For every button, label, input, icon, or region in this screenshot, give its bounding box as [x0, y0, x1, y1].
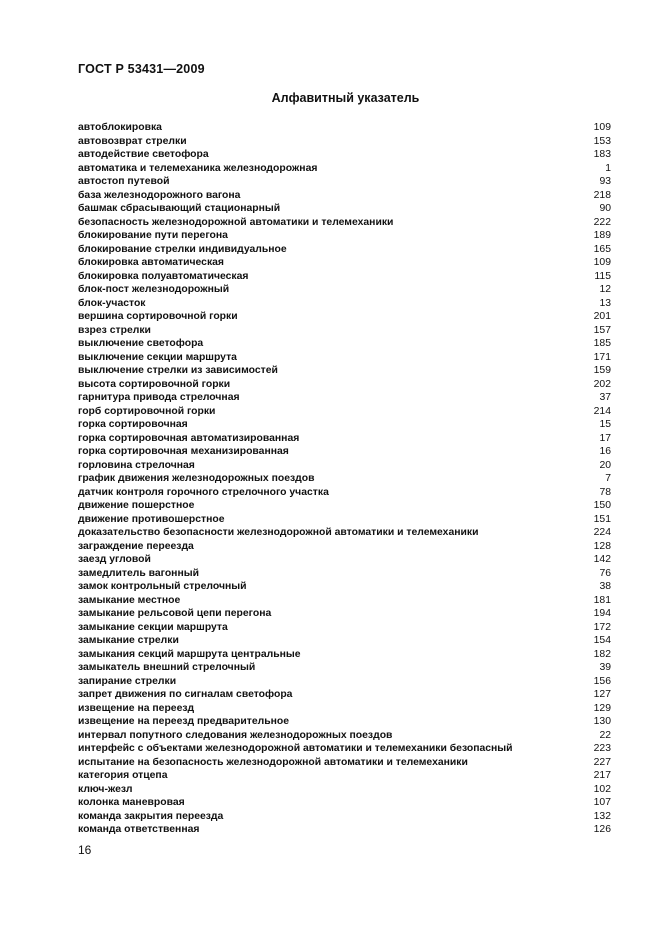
index-term: автоблокировка — [78, 122, 162, 133]
index-term: запирание стрелки — [78, 675, 177, 687]
index-term: интервал попутного следования железнодорожных поездов — [78, 729, 393, 741]
index-entry — [78, 796, 611, 810]
index-entry — [78, 742, 611, 756]
index-term: выключение секции маршрута — [78, 351, 237, 363]
index-entry — [78, 459, 611, 473]
index-term: движение пошерстное — [78, 500, 195, 511]
index-page-ref: 201 — [593, 311, 611, 322]
index-page-ref: 202 — [593, 378, 611, 390]
index-entry — [78, 364, 611, 378]
index-page-ref: 37 — [599, 392, 611, 403]
index-term: команда ответственная — [78, 824, 200, 835]
index-entry — [78, 783, 611, 797]
index-page-ref: 132 — [593, 810, 611, 822]
index-entry — [78, 202, 611, 216]
index-term: замок контрольный стрелочный — [78, 581, 247, 592]
document-code: ГОСТ Р 53431—2009 — [78, 62, 205, 76]
index-entry — [78, 121, 611, 135]
index-page-ref: 115 — [594, 270, 611, 282]
index-entry — [78, 634, 611, 648]
index-entry — [78, 648, 611, 662]
index-term: автодействие светофора — [78, 149, 209, 160]
index-page-ref: 189 — [593, 230, 611, 241]
index-term: автовозврат стрелки — [78, 135, 187, 147]
index-term: блокировка полуавтоматическая — [78, 270, 249, 282]
index-term: заграждение переезда — [78, 540, 194, 552]
index-entry — [78, 405, 611, 419]
index-term: заезд угловой — [78, 554, 151, 565]
index-term: ключ-жезл — [78, 783, 133, 795]
index-term: движение противошерстное — [78, 513, 225, 525]
index-page-ref: 13 — [599, 297, 611, 309]
index-entry — [78, 540, 611, 554]
index-page-ref: 38 — [599, 581, 611, 592]
index-entry — [78, 621, 611, 635]
index-term: высота сортировочной горки — [78, 378, 231, 390]
index-term: блокировка автоматическая — [78, 257, 224, 268]
index-entry — [78, 445, 611, 459]
index-page-ref: 76 — [599, 567, 611, 579]
index-page-ref: 224 — [593, 527, 611, 538]
index-term: выключение стрелки из зависимостей — [78, 365, 278, 376]
index-entry — [78, 702, 611, 716]
index-entry — [78, 769, 611, 783]
index-entry — [78, 594, 611, 608]
index-page-ref: 142 — [593, 554, 611, 565]
index-page-ref: 172 — [593, 621, 611, 633]
index-page-ref: 109 — [593, 122, 611, 133]
index-page-ref: 217 — [593, 770, 611, 781]
index-term: блок-пост железнодорожный — [78, 284, 230, 295]
index-entry — [78, 823, 611, 837]
index-page-ref: 109 — [593, 257, 611, 268]
index-page-ref: 183 — [593, 149, 611, 160]
index-entry — [78, 607, 611, 621]
index-term: база железнодорожного вагона — [78, 189, 241, 201]
index-page-ref: 17 — [599, 432, 611, 444]
index-entry — [78, 243, 611, 257]
index-term: категория отцепа — [78, 770, 168, 781]
index-term: горловина стрелочная — [78, 459, 195, 471]
index-term: горка сортировочная автоматизированная — [78, 432, 300, 444]
index-page-ref: 129 — [593, 702, 611, 714]
index-page-ref: 107 — [593, 797, 611, 808]
index-term: команда закрытия переезда — [78, 810, 224, 822]
index-term: график движения железнодорожных поездов — [78, 473, 315, 484]
index-page-ref: 185 — [593, 338, 611, 349]
index-page-ref: 127 — [593, 689, 611, 700]
index-page-ref: 156 — [593, 675, 611, 687]
index-term: блокирование пути перегона — [78, 230, 228, 241]
index-page-ref: 16 — [599, 446, 611, 457]
index-term: автостоп путевой — [78, 176, 170, 187]
index-page-ref: 223 — [593, 743, 611, 754]
index-term: гарнитура привода стрелочная — [78, 392, 240, 403]
index-entry — [78, 432, 611, 446]
index-page-ref: 93 — [599, 176, 611, 187]
index-entry — [78, 567, 611, 581]
index-term: блок-участок — [78, 297, 146, 309]
index-term: замыкание стрелки — [78, 635, 179, 646]
index-term: автоматика и телемеханика железнодорожная — [78, 162, 318, 174]
index-term: горка сортировочная механизированная — [78, 446, 289, 457]
index-entry — [78, 472, 611, 486]
index-entry — [78, 715, 611, 729]
index-page-ref: 218 — [593, 189, 611, 201]
index-page-ref: 12 — [599, 284, 611, 295]
index-entry — [78, 675, 611, 689]
index-page-ref: 102 — [593, 783, 611, 795]
index-entry — [78, 499, 611, 513]
alphabetical-index-list — [78, 121, 611, 837]
index-page-ref: 78 — [599, 486, 611, 498]
index-term: горб сортировочной горки — [78, 405, 216, 417]
index-entry — [78, 418, 611, 432]
index-entry — [78, 283, 611, 297]
index-entry — [78, 162, 611, 176]
index-term: безопасность железнодорожной автоматики и телемеханики — [78, 216, 394, 228]
index-entry — [78, 256, 611, 270]
index-entry — [78, 729, 611, 743]
index-term: испытание на безопасность железнодорожной автоматики и телемеханики — [78, 756, 468, 768]
index-term: горка сортировочная — [78, 419, 188, 430]
index-term: колонка маневровая — [78, 797, 185, 808]
index-page-ref: 171 — [593, 351, 611, 363]
index-title: Алфавитный указатель — [271, 91, 420, 105]
index-page-ref: 15 — [599, 419, 611, 430]
index-term: датчик контроля горочного стрелочного участка — [78, 486, 329, 498]
index-page-ref: 7 — [605, 473, 611, 484]
index-term: блокирование стрелки индивидуальное — [78, 243, 287, 255]
index-entry — [78, 270, 611, 284]
index-page-ref: 39 — [599, 662, 611, 673]
index-entry — [78, 351, 611, 365]
index-page-ref: 182 — [593, 648, 611, 660]
index-term: башмак сбрасывающий стационарный — [78, 203, 281, 214]
index-page-ref: 150 — [593, 500, 611, 511]
index-page-ref: 126 — [593, 824, 611, 835]
index-term: замыкания секций маршрута центральные — [78, 648, 301, 660]
index-entry — [78, 391, 611, 405]
page-number: 16 — [78, 843, 92, 857]
index-entry — [78, 513, 611, 527]
index-term: извещение на переезд — [78, 702, 195, 714]
index-page-ref: 194 — [593, 608, 611, 619]
index-entry — [78, 337, 611, 351]
index-entry — [78, 756, 611, 770]
index-term: извещение на переезд предварительное — [78, 716, 290, 727]
index-entry — [78, 526, 611, 540]
index-entry — [78, 553, 611, 567]
index-page-ref: 90 — [599, 203, 611, 214]
index-entry — [78, 310, 611, 324]
index-entry — [78, 324, 611, 338]
index-term: замыкание местное — [78, 594, 181, 606]
index-term: доказательство безопасности железнодорожной автоматики и телемеханики — [78, 527, 479, 538]
index-page-ref: 165 — [593, 243, 611, 255]
index-page-ref: 214 — [593, 405, 611, 417]
index-term: замыкатель внешний стрелочный — [78, 662, 256, 673]
index-page-ref: 153 — [593, 135, 611, 147]
index-page-ref: 151 — [593, 513, 611, 525]
index-page-ref: 1 — [605, 162, 611, 174]
index-entry — [78, 229, 611, 243]
index-page-ref: 22 — [599, 729, 611, 741]
index-entry — [78, 175, 611, 189]
index-term: замыкание секции маршрута — [78, 621, 228, 633]
index-term: взрез стрелки — [78, 324, 151, 336]
index-entry — [78, 189, 611, 203]
index-page-ref: 159 — [593, 365, 611, 376]
index-entry — [78, 135, 611, 149]
index-page-ref: 157 — [593, 324, 611, 336]
index-page-ref: 222 — [593, 216, 611, 228]
index-term: замыкание рельсовой цепи перегона — [78, 608, 272, 619]
index-page-ref: 227 — [593, 756, 611, 768]
index-term: вершина сортировочной горки — [78, 311, 238, 322]
index-term: интерфейс с объектами железнодорожной автоматики и телемеханики безопасный — [78, 743, 513, 754]
index-entry — [78, 297, 611, 311]
index-term: запрет движения по сигналам светофора — [78, 689, 293, 700]
index-term: выключение светофора — [78, 338, 204, 349]
index-page-ref: 154 — [593, 635, 611, 646]
index-entry — [78, 810, 611, 824]
index-entry — [78, 688, 611, 702]
index-entry — [78, 378, 611, 392]
index-page-ref: 181 — [593, 594, 611, 606]
index-page-ref: 128 — [593, 540, 611, 552]
index-entry — [78, 148, 611, 162]
index-entry — [78, 486, 611, 500]
index-entry — [78, 580, 611, 594]
index-term: замедлитель вагонный — [78, 567, 199, 579]
index-entry — [78, 661, 611, 675]
index-page-ref: 130 — [593, 716, 611, 727]
index-entry — [78, 216, 611, 230]
index-page-ref: 20 — [599, 459, 611, 471]
